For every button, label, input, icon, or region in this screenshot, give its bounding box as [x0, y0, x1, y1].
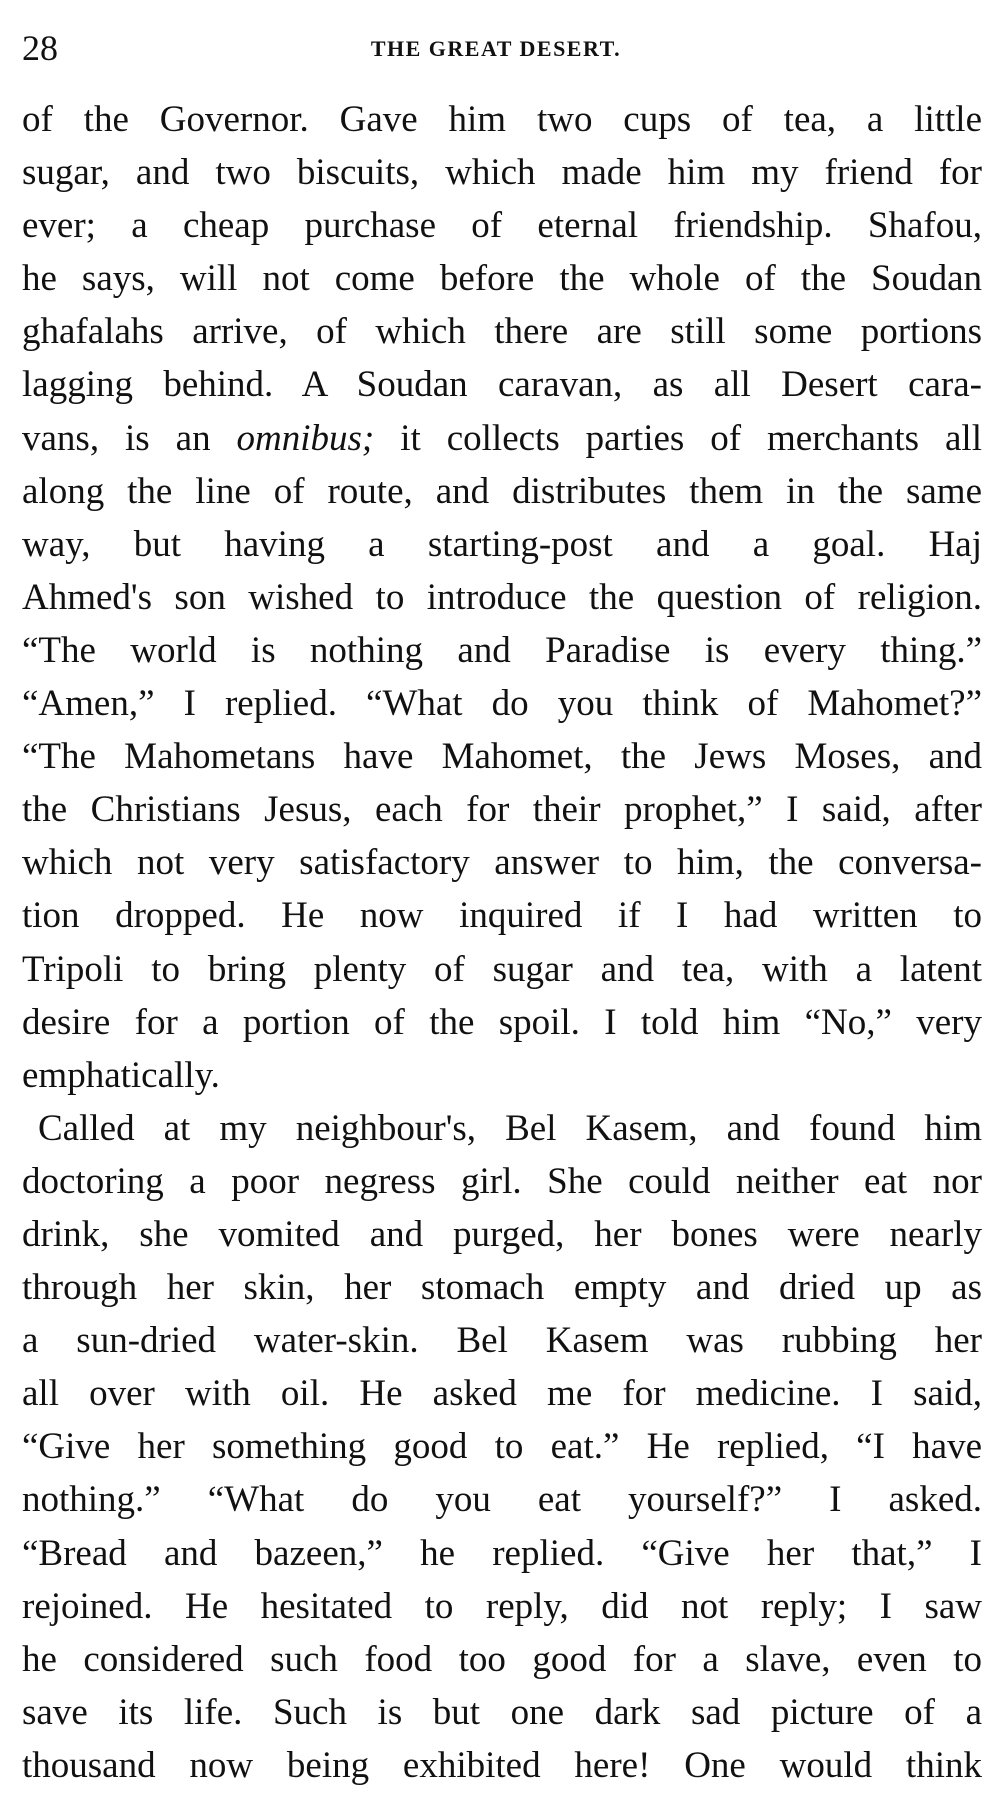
- running-head: [22, 24, 970, 74]
- text-line: a sun-dried water-skin. Bel Kasem was rubbing her: [22, 1320, 982, 1362]
- text-line: desire for a portion of the spoil. I told him “No,” very: [22, 1001, 982, 1043]
- text-line: way, but having a starting-post and a goal. Haj: [22, 523, 982, 565]
- paragraph-start-line: Called at my neighbour's, Bel Kasem, and found him: [38, 1107, 982, 1149]
- text-line: save its life. Such is but one dark sad picture of a: [22, 1691, 982, 1733]
- text-line: thousand now being exhibited here! One would think: [22, 1744, 982, 1786]
- text-line: Tripoli to bring plenty of sugar and tea, with a latent: [22, 948, 982, 990]
- text-line: the Christians Jesus, each for their prophet,” I said, after: [22, 789, 982, 831]
- body-text: [22, 93, 982, 1792]
- text-line: he considered such food too good for a slave, even to: [22, 1638, 982, 1680]
- text-line: he says, will not come before the whole of the Soudan: [22, 258, 982, 300]
- text-line: doctoring a poor negress girl. She could neither eat nor: [22, 1160, 982, 1202]
- text-line: rejoined. He hesitated to reply, did not reply; I saw: [22, 1585, 982, 1627]
- text-line: drink, she vomited and purged, her bones were nearly: [22, 1213, 982, 1255]
- text-line: of the Governor. Gave him two cups of tea, a little: [22, 99, 982, 140]
- text-line: along the line of route, and distributes them in the same: [22, 470, 982, 512]
- text-line: lagging behind. A Soudan caravan, as all Desert cara-: [22, 364, 982, 406]
- text-line: “Amen,” I replied. “What do you think of Mahomet?”: [22, 683, 982, 725]
- running-title: THE GREAT DESERT.: [370, 36, 622, 61]
- text-line: ghafalahs arrive, of which there are still some portions: [22, 311, 982, 353]
- text-line: nothing.” “What do you eat yourself?” I asked.: [22, 1479, 982, 1521]
- line-segment: it collects parties of merchants all: [374, 417, 982, 459]
- text-line: through her skin, her stomach empty and dried up as: [22, 1267, 982, 1309]
- text-line: tion dropped. He now inquired if I had written to: [22, 895, 982, 937]
- text-line: “Give her something good to eat.” He replied, “I have: [22, 1426, 982, 1468]
- page-number: 28: [22, 28, 58, 68]
- text-line: “The world is nothing and Paradise is every thing.”: [22, 629, 982, 671]
- text-line: Ahmed's son wished to introduce the question of religion.: [22, 576, 982, 618]
- text-line: all over with oil. He asked me for medicine. I said,: [22, 1373, 982, 1415]
- text-line-with-italic: [22, 412, 982, 465]
- text-line: which not very satisfactory answer to him, the conversa-: [22, 842, 982, 884]
- text-line: “Bread and bazeen,” he replied. “Give her that,” I: [22, 1532, 982, 1574]
- line-segment: vans, is an: [22, 417, 237, 459]
- italic-word: omnibus;: [236, 417, 375, 459]
- text-line: “The Mahometans have Mahomet, the Jews Moses, and: [22, 736, 982, 778]
- text-line: ever; a cheap purchase of eternal friendship. Shafou,: [22, 205, 982, 247]
- text-line: sugar, and two biscuits, which made him my friend for: [22, 152, 982, 194]
- paragraph-end-line: emphatically.: [22, 1054, 220, 1096]
